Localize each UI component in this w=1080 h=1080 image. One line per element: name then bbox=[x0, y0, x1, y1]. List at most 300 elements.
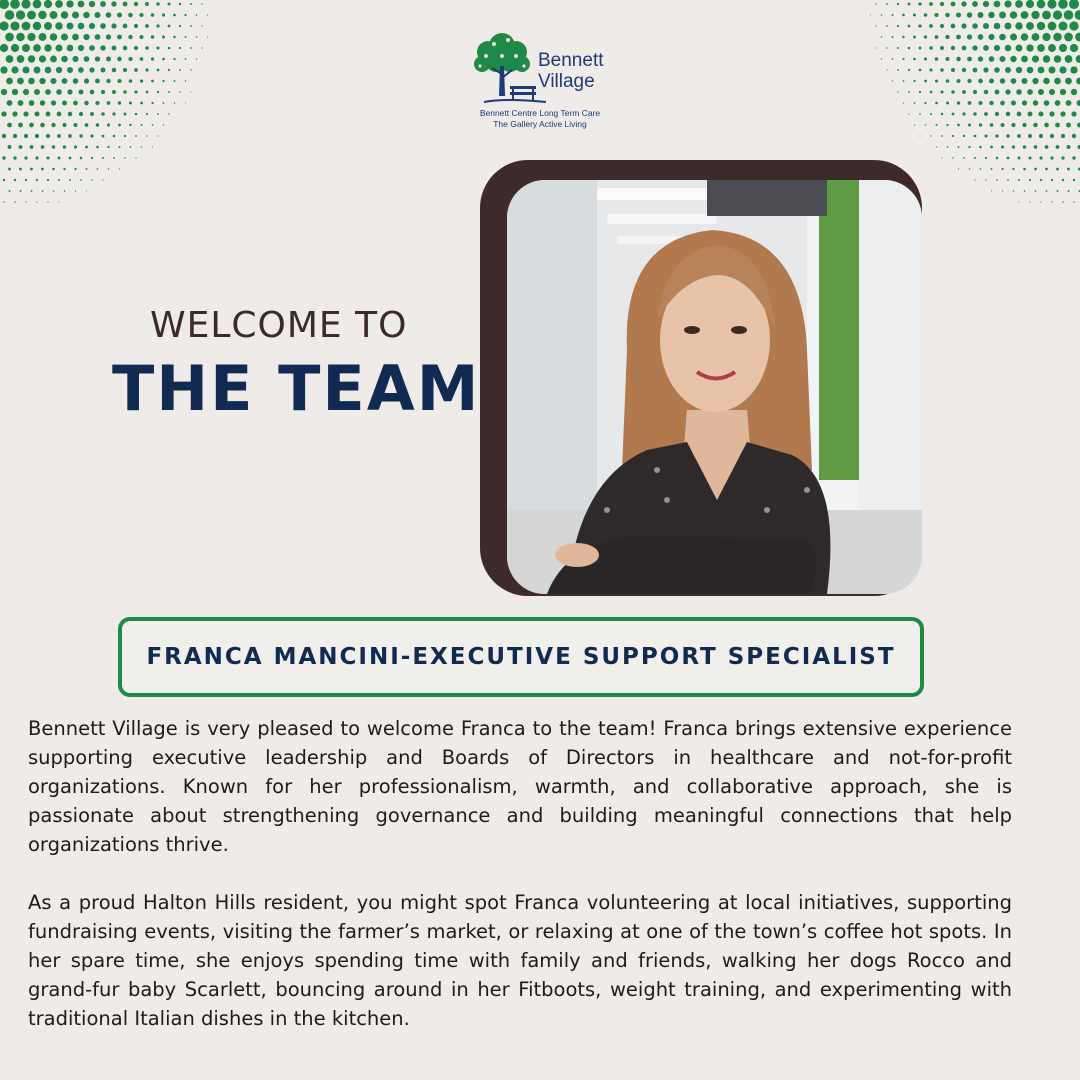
halftone-dot bbox=[1046, 190, 1048, 192]
halftone-dot bbox=[1044, 100, 1050, 106]
halftone-dot bbox=[1022, 123, 1026, 127]
halftone-dot bbox=[1048, 66, 1055, 73]
name-title-box bbox=[118, 617, 924, 697]
halftone-dot bbox=[66, 22, 73, 29]
halftone-dot bbox=[999, 34, 1006, 41]
halftone-dot bbox=[33, 44, 41, 52]
halftone-dot bbox=[117, 79, 121, 83]
halftone-dot bbox=[946, 124, 948, 126]
halftone-dot bbox=[1055, 100, 1061, 106]
halftone-dot bbox=[47, 179, 49, 181]
halftone-dot bbox=[29, 100, 35, 106]
halftone-dot bbox=[913, 58, 916, 61]
halftone-dot bbox=[201, 47, 202, 48]
halftone-dot bbox=[73, 78, 79, 84]
halftone-dot bbox=[995, 134, 998, 137]
halftone-dot bbox=[74, 123, 78, 127]
halftone-dot bbox=[123, 24, 128, 29]
halftone-dot bbox=[84, 101, 88, 105]
halftone-dot bbox=[1073, 201, 1074, 202]
halftone-dot bbox=[1043, 55, 1050, 62]
bio-paragraph-2: As a proud Halton Hills resident, you might spot Franca volunteering at local initiatives, supporting fundraising events, visiting the farmer’s market, or relaxing at one of the town’s coffee hot spots. In her spare time, she enjoys spending time with family and friends, walking her dogs Rocco and grand-fur baby Scarlett, bouncing around in her Fitboots, weight training, and experimenting with traditional Italian dishes in the kitchen. bbox=[28, 891, 1012, 1030]
halftone-dot bbox=[156, 24, 159, 27]
halftone-dot bbox=[983, 45, 989, 51]
halftone-dot bbox=[1021, 11, 1029, 19]
halftone-dot bbox=[908, 3, 911, 6]
halftone-dot bbox=[1072, 134, 1076, 138]
halftone-dot bbox=[929, 24, 933, 28]
logo-subtitle-line2: The Gallery Active Living bbox=[493, 119, 587, 129]
halftone-dot bbox=[95, 79, 100, 84]
halftone-dot bbox=[162, 36, 165, 39]
halftone-dot bbox=[179, 47, 181, 49]
halftone-dot bbox=[11, 66, 18, 73]
halftone-dot bbox=[996, 157, 999, 160]
halftone-dot bbox=[1010, 33, 1017, 40]
halftone-dot bbox=[972, 23, 978, 29]
halftone-dot bbox=[1060, 89, 1066, 95]
halftone-dot bbox=[1033, 123, 1038, 128]
halftone-dot bbox=[1075, 10, 1080, 20]
halftone-dot bbox=[1056, 168, 1059, 171]
halftone-dot bbox=[36, 201, 37, 202]
halftone-dot bbox=[1018, 201, 1019, 202]
halftone-dot bbox=[940, 2, 944, 6]
halftone-dot bbox=[929, 68, 932, 71]
halftone-dot bbox=[1011, 78, 1017, 84]
halftone-dot bbox=[1006, 134, 1010, 138]
halftone-dot bbox=[168, 3, 171, 6]
halftone-dot bbox=[984, 134, 987, 137]
halftone-dot bbox=[1038, 89, 1044, 95]
halftone-dot bbox=[190, 25, 192, 27]
halftone-dot bbox=[1029, 179, 1031, 181]
halftone-dot bbox=[61, 11, 68, 18]
halftone-dot bbox=[74, 168, 76, 170]
halftone-dot bbox=[113, 157, 115, 159]
halftone-dot bbox=[117, 57, 122, 62]
halftone-dot bbox=[1058, 0, 1068, 9]
halftone-dot bbox=[168, 113, 169, 114]
halftone-dot bbox=[940, 46, 944, 50]
halftone-dot bbox=[0, 0, 9, 9]
halftone-dot bbox=[118, 101, 121, 104]
halftone-dot bbox=[1015, 0, 1023, 8]
halftone-dot bbox=[111, 1, 116, 6]
halftone-dot bbox=[994, 23, 1001, 30]
halftone-dot bbox=[973, 68, 978, 73]
halftone-dot bbox=[984, 90, 989, 95]
halftone-dot bbox=[73, 101, 78, 106]
halftone-dot bbox=[1013, 190, 1014, 191]
halftone-dot bbox=[163, 124, 164, 125]
halftone-dot bbox=[1069, 0, 1079, 9]
halftone-dot bbox=[1059, 44, 1067, 52]
halftone-dot bbox=[946, 102, 949, 105]
halftone-dot bbox=[1007, 157, 1010, 160]
halftone-dot bbox=[886, 69, 887, 70]
halftone-dot bbox=[89, 23, 95, 29]
halftone-dot bbox=[22, 44, 30, 52]
halftone-dot bbox=[983, 23, 989, 29]
halftone-dot bbox=[1034, 168, 1037, 171]
halftone-dot bbox=[134, 24, 138, 28]
halftone-dot bbox=[14, 179, 16, 181]
halftone-dot bbox=[179, 3, 181, 5]
halftone-dot bbox=[134, 46, 138, 50]
halftone-dot bbox=[67, 67, 73, 73]
halftone-dot bbox=[102, 157, 104, 159]
halftone-dot bbox=[119, 168, 120, 169]
halftone-dot bbox=[55, 44, 62, 51]
halftone-dot bbox=[14, 201, 15, 202]
halftone-dot bbox=[1055, 123, 1060, 128]
halftone-dot bbox=[1069, 21, 1078, 30]
halftone-dot bbox=[1073, 179, 1075, 181]
halftone-dot bbox=[995, 112, 999, 116]
halftone-dot bbox=[967, 34, 972, 39]
halftone-dot bbox=[61, 56, 68, 63]
halftone-dot bbox=[124, 135, 126, 137]
halftone-dot bbox=[72, 12, 79, 19]
halftone-dot bbox=[1018, 179, 1020, 181]
halftone-dot bbox=[89, 1, 95, 7]
halftone-dot bbox=[1005, 67, 1011, 73]
halftone-dot bbox=[1058, 21, 1067, 30]
halftone-dot bbox=[134, 90, 137, 93]
halftone-dot bbox=[963, 135, 965, 137]
halftone-dot bbox=[100, 1, 106, 7]
halftone-dot bbox=[1050, 156, 1053, 159]
halftone-dot bbox=[951, 68, 955, 72]
halftone-dot bbox=[102, 179, 103, 180]
halftone-dot bbox=[135, 135, 137, 137]
halftone-dot bbox=[173, 14, 176, 17]
halftone-dot bbox=[50, 11, 58, 19]
halftone-dot bbox=[196, 14, 198, 16]
halftone-dot bbox=[1054, 55, 1062, 63]
halftone-dot bbox=[96, 146, 99, 149]
halftone-dot bbox=[1054, 78, 1061, 85]
halftone-dot bbox=[886, 3, 888, 5]
halftone-dot bbox=[62, 78, 68, 84]
halftone-dot bbox=[991, 190, 992, 191]
halftone-dot bbox=[935, 35, 939, 39]
halftone-dot bbox=[185, 80, 186, 81]
halftone-dot bbox=[67, 89, 72, 94]
halftone-dot bbox=[97, 168, 99, 170]
halftone-dot bbox=[1010, 11, 1017, 18]
halftone-dot bbox=[134, 68, 138, 72]
halftone-dot bbox=[53, 190, 55, 192]
halftone-dot bbox=[201, 3, 202, 4]
logo-name-line2: Village bbox=[538, 71, 595, 92]
halftone-dot bbox=[1070, 66, 1077, 73]
halftone-dot bbox=[924, 80, 927, 83]
halftone-dot bbox=[1064, 33, 1073, 42]
halftone-dot bbox=[1001, 123, 1005, 127]
halftone-dot bbox=[25, 179, 27, 181]
halftone-dot bbox=[151, 57, 154, 60]
halftone-dot bbox=[123, 46, 127, 50]
halftone-dot bbox=[140, 79, 143, 82]
halftone-dot bbox=[86, 190, 87, 191]
halftone-dot bbox=[924, 57, 927, 60]
halftone-dot bbox=[39, 78, 45, 84]
halftone-dot bbox=[46, 112, 51, 117]
halftone-dot bbox=[196, 58, 197, 59]
halftone-dot bbox=[952, 135, 954, 137]
halftone-dot bbox=[57, 134, 61, 138]
halftone-dot bbox=[100, 45, 105, 50]
halftone-dot bbox=[79, 112, 83, 116]
halftone-dot bbox=[128, 13, 133, 18]
halftone-dot bbox=[107, 101, 111, 105]
bio-text bbox=[28, 714, 1012, 1062]
halftone-dot bbox=[139, 13, 143, 17]
halftone-dot bbox=[46, 156, 49, 159]
halftone-dot bbox=[989, 101, 993, 105]
halftone-dot bbox=[1006, 112, 1010, 116]
welcome-heading: WELCOME TO bbox=[150, 305, 408, 346]
halftone-dot bbox=[908, 69, 910, 71]
halftone-dot bbox=[881, 14, 883, 16]
halftone-dot bbox=[6, 55, 14, 63]
halftone-dot bbox=[50, 78, 56, 84]
halftone-dot bbox=[190, 91, 191, 92]
halftone-dot bbox=[174, 102, 175, 103]
halftone-dot bbox=[963, 157, 965, 159]
halftone-dot bbox=[1040, 179, 1042, 181]
halftone-dot bbox=[936, 124, 938, 126]
halftone-dot bbox=[1071, 111, 1076, 116]
halftone-dot bbox=[1064, 10, 1074, 20]
halftone-dot bbox=[951, 2, 956, 7]
halftone-dot bbox=[1045, 168, 1048, 171]
halftone-dot bbox=[947, 146, 949, 148]
halftone-dot bbox=[988, 34, 994, 40]
halftone-dot bbox=[1007, 179, 1009, 181]
halftone-dot bbox=[90, 112, 94, 116]
halftone-dot bbox=[980, 168, 982, 170]
halftone-dot bbox=[1076, 55, 1080, 63]
halftone-dot bbox=[61, 33, 68, 40]
halftone-dot bbox=[91, 179, 92, 180]
halftone-dot bbox=[152, 146, 153, 147]
halftone-dot bbox=[0, 66, 7, 73]
halftone-dot bbox=[84, 56, 90, 62]
halftone-dot bbox=[29, 123, 34, 128]
halftone-dot bbox=[162, 13, 165, 16]
halftone-dot bbox=[62, 123, 66, 127]
halftone-dot bbox=[1022, 100, 1027, 105]
halftone-dot bbox=[1021, 33, 1028, 40]
halftone-dot bbox=[941, 157, 942, 158]
halftone-dot bbox=[112, 112, 115, 115]
portrait-photo bbox=[507, 180, 922, 594]
halftone-dot bbox=[157, 135, 158, 136]
halftone-dot bbox=[1021, 78, 1027, 84]
halftone-dot bbox=[44, 22, 52, 30]
halftone-dot bbox=[886, 25, 888, 27]
halftone-dot bbox=[930, 135, 931, 136]
halftone-dot bbox=[957, 101, 960, 104]
halftone-dot bbox=[1001, 145, 1004, 148]
halftone-dot bbox=[903, 80, 905, 82]
halftone-dot bbox=[2, 134, 6, 138]
halftone-dot bbox=[973, 112, 977, 116]
halftone-dot bbox=[91, 157, 93, 159]
halftone-dot bbox=[145, 2, 149, 6]
halftone-dot bbox=[27, 33, 35, 41]
halftone-dot bbox=[19, 145, 23, 149]
team-heading: THE TEAM bbox=[112, 352, 481, 425]
halftone-dot bbox=[7, 100, 13, 106]
halftone-dot bbox=[174, 80, 176, 82]
halftone-dot bbox=[908, 91, 910, 93]
halftone-dot bbox=[968, 146, 970, 148]
halftone-dot bbox=[1016, 45, 1023, 52]
halftone-dot bbox=[2, 156, 5, 159]
halftone-dot bbox=[957, 79, 961, 83]
halftone-dot bbox=[913, 80, 915, 82]
halftone-dot bbox=[0, 21, 9, 30]
halftone-dot bbox=[983, 67, 988, 72]
halftone-dot bbox=[969, 168, 970, 169]
halftone-dot bbox=[1026, 0, 1034, 8]
halftone-dot bbox=[1039, 134, 1043, 138]
halftone-dot bbox=[85, 146, 88, 149]
halftone-dot bbox=[25, 201, 26, 202]
halftone-dot bbox=[1065, 55, 1073, 63]
halftone-dot bbox=[140, 57, 144, 61]
halftone-dot bbox=[107, 123, 110, 126]
halftone-dots-top-left bbox=[0, 0, 230, 235]
halftone-dot bbox=[984, 112, 988, 116]
halftone-dot bbox=[107, 146, 109, 148]
halftone-dot bbox=[141, 146, 142, 147]
halftone-dot bbox=[140, 35, 144, 39]
halftone-dot bbox=[38, 11, 46, 19]
halftone-dot bbox=[967, 12, 972, 17]
halftone-dot bbox=[908, 113, 909, 114]
halftone-dot bbox=[123, 90, 127, 94]
halftone-dot bbox=[23, 89, 29, 95]
halftone-dot bbox=[967, 57, 972, 62]
halftone-dot bbox=[39, 55, 46, 62]
halftone-dot bbox=[919, 91, 921, 93]
halftone-dot bbox=[985, 157, 987, 159]
halftone-dot bbox=[1048, 44, 1056, 52]
tree-bench-icon bbox=[466, 26, 546, 110]
halftone-dot bbox=[978, 34, 984, 40]
halftone-dot bbox=[936, 146, 937, 147]
halftone-dot bbox=[185, 102, 186, 103]
halftone-dot bbox=[129, 79, 133, 83]
halftone-dot bbox=[1067, 168, 1070, 171]
halftone-dot bbox=[1049, 111, 1054, 116]
halftone-dot bbox=[940, 68, 944, 72]
halftone-dot bbox=[974, 179, 975, 180]
halftone-dot bbox=[1028, 112, 1033, 117]
bennett-village-logo bbox=[460, 22, 630, 137]
halftone-dot bbox=[1066, 123, 1071, 128]
halftone-dot bbox=[875, 3, 876, 4]
halftone-dot bbox=[10, 0, 20, 9]
halftone-dot bbox=[62, 100, 67, 105]
halftone-dot bbox=[999, 56, 1005, 62]
halftone-dot bbox=[151, 102, 153, 104]
halftone-dot bbox=[157, 91, 159, 93]
halftone-dot bbox=[56, 67, 62, 73]
halftone-dot bbox=[979, 123, 982, 126]
halftone-dot bbox=[886, 47, 888, 49]
halftone-dot bbox=[1017, 112, 1022, 117]
halftone-dot bbox=[941, 113, 943, 115]
halftone-dot bbox=[33, 22, 41, 30]
halftone-dot bbox=[1075, 33, 1080, 42]
halftone-dot bbox=[1011, 101, 1016, 106]
halftone-dot bbox=[870, 14, 871, 15]
halftone-dot bbox=[22, 22, 31, 31]
halftone-dot bbox=[24, 156, 27, 159]
halftone-dot bbox=[974, 135, 977, 138]
halftone-dot bbox=[1032, 78, 1038, 84]
halftone-dot bbox=[1037, 22, 1045, 30]
halftone-dot bbox=[106, 34, 111, 39]
halftone-dot bbox=[1045, 145, 1049, 149]
halftone-dot bbox=[952, 113, 955, 116]
halftone-dot bbox=[930, 91, 933, 94]
halftone-dot bbox=[1026, 22, 1034, 30]
halftone-dot bbox=[94, 12, 100, 18]
halftone-dot bbox=[135, 157, 136, 158]
halftone-dot bbox=[5, 10, 15, 20]
halftone-dot bbox=[1072, 156, 1075, 159]
halftone-dot bbox=[52, 145, 55, 148]
halftone-dot bbox=[28, 55, 35, 62]
halftone-dot bbox=[891, 14, 893, 16]
halftone-dot bbox=[962, 68, 966, 72]
halftone-dot bbox=[151, 13, 155, 17]
halftone-dot bbox=[190, 3, 192, 5]
halftone-dot bbox=[11, 44, 19, 52]
halftone-dot bbox=[151, 35, 154, 38]
halftone-dot bbox=[5, 33, 14, 42]
halftone-dot bbox=[13, 156, 16, 159]
halftone-dot bbox=[961, 1, 966, 6]
halftone-dot bbox=[101, 68, 106, 73]
halftone-dot bbox=[875, 25, 876, 26]
halftone-dot bbox=[1039, 156, 1042, 159]
halftone-dot bbox=[1061, 134, 1065, 138]
halftone-dot bbox=[914, 124, 915, 125]
halftone-dot bbox=[168, 47, 171, 50]
halftone-dot bbox=[1044, 123, 1049, 128]
portrait-illustration bbox=[507, 180, 922, 594]
halftone-dot bbox=[973, 90, 977, 94]
halftone-dot bbox=[961, 23, 966, 28]
halftone-dot bbox=[135, 113, 138, 116]
halftone-dot bbox=[162, 58, 165, 61]
halftone-dot bbox=[35, 134, 39, 138]
halftone-dot bbox=[129, 101, 132, 104]
halftone-dot bbox=[967, 79, 971, 83]
halftone-dot bbox=[979, 146, 982, 149]
halftone-dot bbox=[892, 80, 893, 81]
halftone-dot bbox=[985, 179, 986, 180]
halftone-dot bbox=[1021, 56, 1028, 63]
